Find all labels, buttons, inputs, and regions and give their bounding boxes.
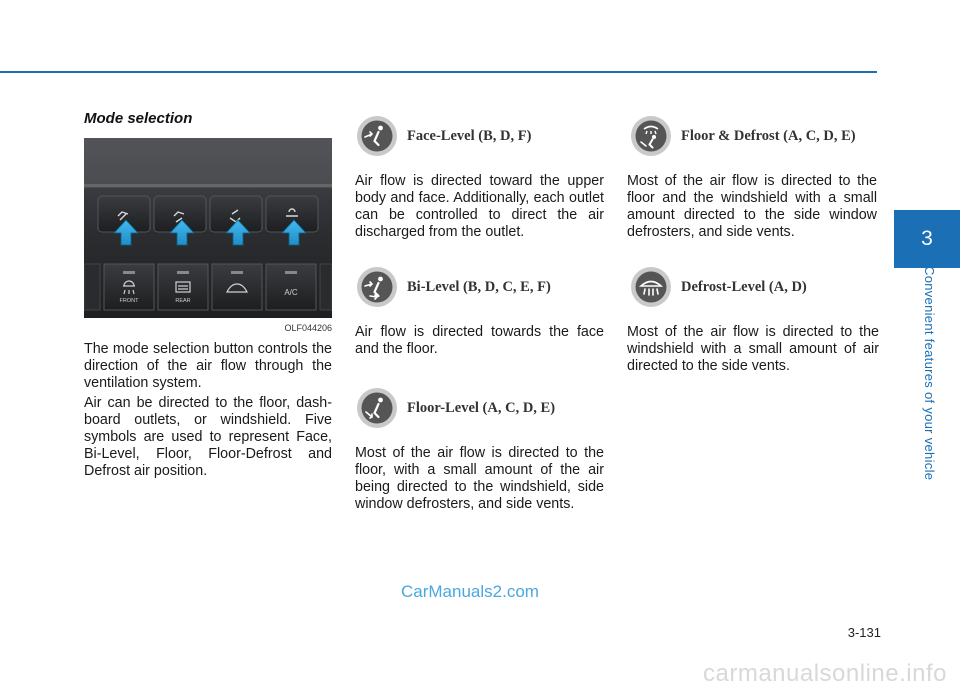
mode-floor-defrost <box>630 115 880 159</box>
mode-description: Air flow is directed toward the upper body and face. Additionally, each outlet can be controlled to direct the air discharged from the outlet. <box>355 173 604 240</box>
face-level-icon <box>356 115 398 157</box>
page-number: 3-131 <box>847 625 881 640</box>
floor-defrost-icon <box>630 115 672 157</box>
ac-label: A/C <box>284 288 298 297</box>
mode-description: Most of the air flow is directed to the floor and the windshield with a small amount directed to the side window defrosters, and side vents. <box>627 173 877 240</box>
climate-panel-figure <box>84 138 332 336</box>
defrost-level-icon <box>630 266 672 308</box>
intro-paragraph: The mode selection button controls the direction of the air flow through the ventilation system. <box>84 341 332 391</box>
mode-description: Most of the air flow is directed to the floor, with a small amount of the air being directed to the windshield, side window defrosters, and side vents. <box>355 445 604 512</box>
mode-label: Floor & Defrost (A, C, D, E) <box>681 128 856 144</box>
bi-level-icon <box>356 266 398 308</box>
intro-paragraph: Air can be directed to the floor, dash-board outlets, or windshield. Five symbols are used to represent Face, Bi-Level, Floor, Floor-Defrost and Defrost air position. <box>84 395 332 479</box>
mode-defrost-level <box>630 266 880 310</box>
mode-label: Defrost-Level (A, D) <box>681 279 807 295</box>
chapter-title: Convenient features of your vehicle <box>922 266 937 481</box>
mode-label: Floor-Level (A, C, D, E) <box>407 400 556 416</box>
mode-label: Face-Level (B, D, F) <box>407 128 532 144</box>
site-watermark: CarManuals2.com <box>401 582 539 601</box>
figure-code: OLF044206 <box>284 323 332 333</box>
mode-description: Most of the air flow is directed to the windshield with a small amount of air directed to the side vents. <box>627 324 879 374</box>
mode-description: Air flow is directed towards the face and the floor. <box>355 324 604 357</box>
footer-watermark: carmanualsonline.info <box>703 660 947 687</box>
header-rule <box>0 71 877 73</box>
rear-defrost-label: REAR <box>175 298 191 304</box>
mode-face-level <box>356 115 606 159</box>
climate-panel-photo <box>84 138 332 318</box>
mode-floor-level <box>356 387 606 431</box>
front-defrost-label: FRONT <box>119 298 139 304</box>
mode-label: Bi-Level (B, D, C, E, F) <box>407 279 551 295</box>
chapter-tab: 3 <box>894 210 960 268</box>
function-buttons-row <box>84 264 332 310</box>
section-title: Mode selection <box>84 110 193 127</box>
mode-bi-level <box>356 266 606 310</box>
floor-level-icon <box>356 387 398 429</box>
